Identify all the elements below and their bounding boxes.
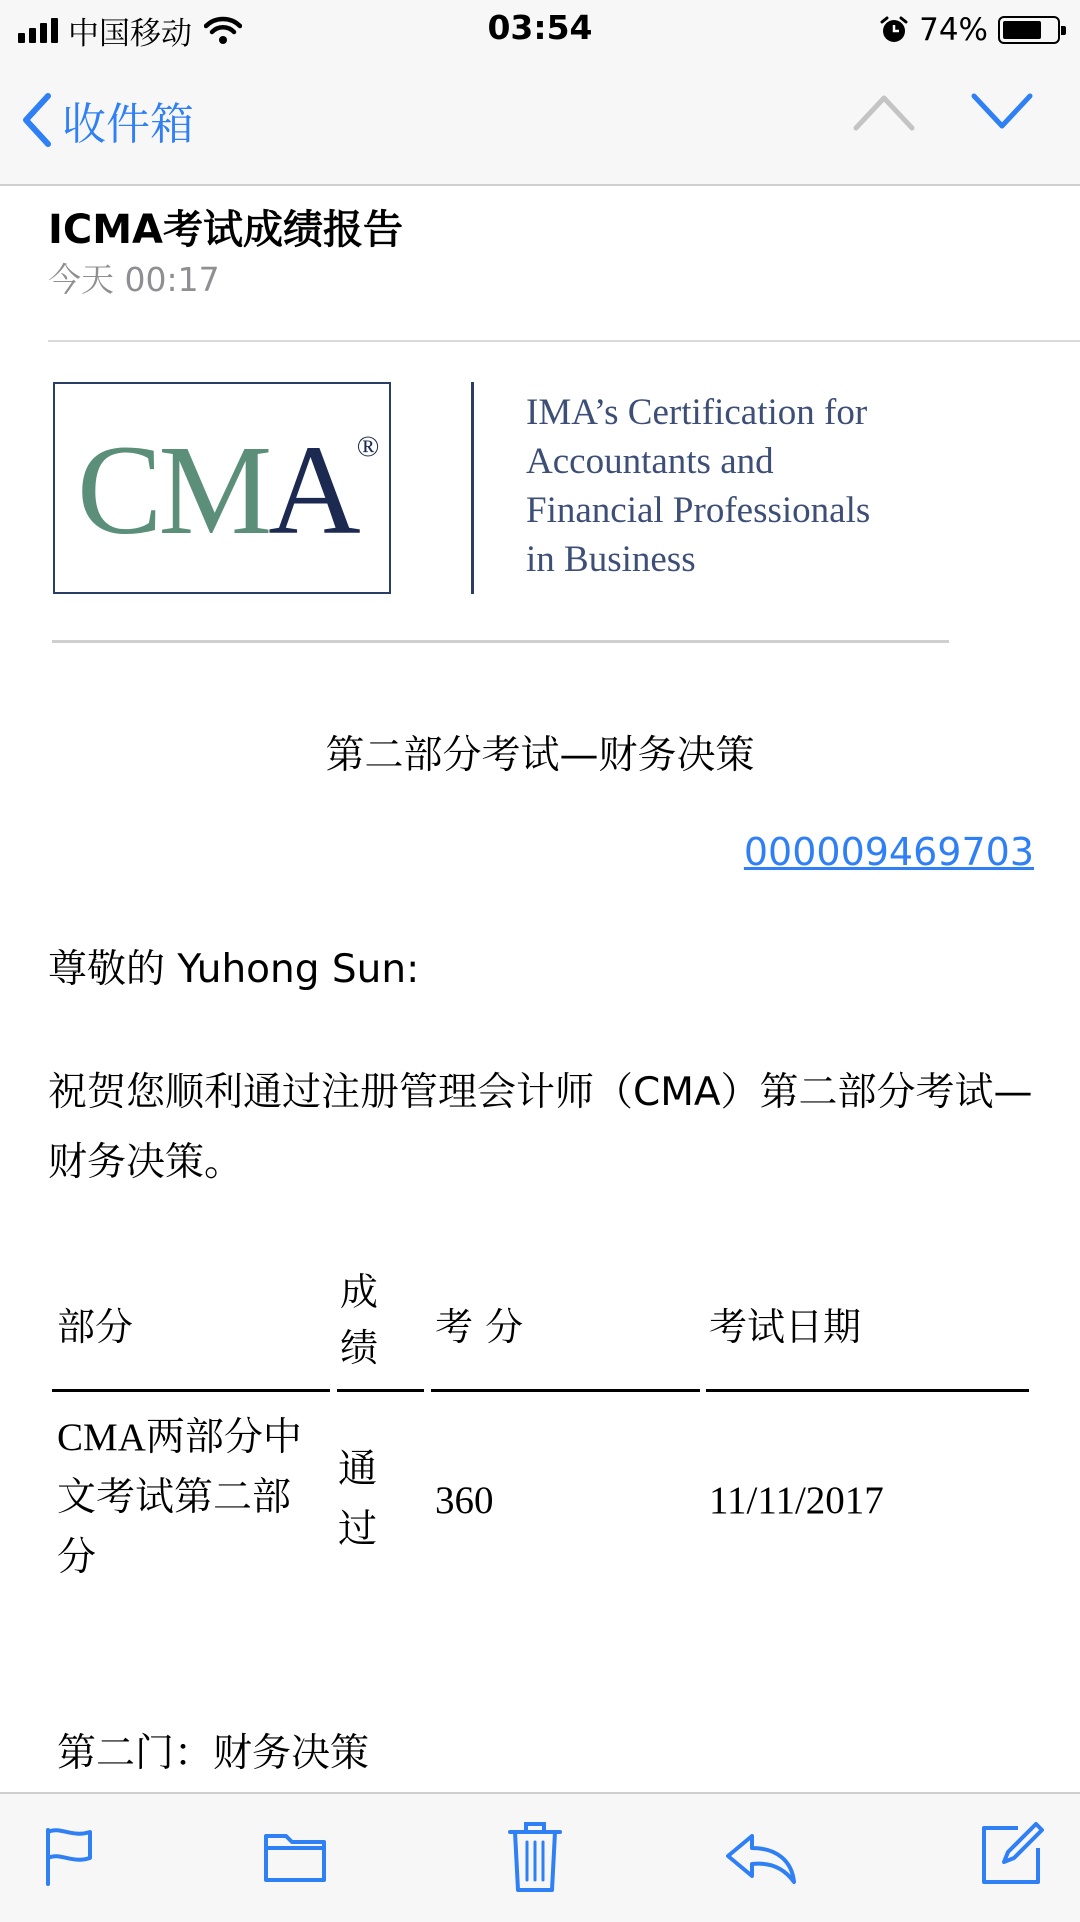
flag-icon[interactable] (42, 1824, 98, 1888)
table-cell-part: CMA两部分中文考试第二部分 (57, 1416, 302, 1579)
chevron-down-icon[interactable] (970, 92, 1034, 132)
folder-icon[interactable] (262, 1824, 328, 1888)
greeting: 尊敬的 Yuhong Sun: (48, 947, 420, 992)
cma-logo (53, 382, 391, 594)
email-subject: ICMA考试成绩报告 (48, 207, 403, 253)
trash-icon[interactable] (506, 1818, 564, 1894)
status-bar (0, 0, 1080, 60)
compose-icon[interactable] (978, 1818, 1048, 1888)
table-rule (431, 1389, 700, 1392)
table-rule (706, 1389, 1029, 1392)
table-rule (52, 1389, 330, 1392)
table-header-date: 考试日期 (709, 1305, 862, 1349)
chevron-up-icon[interactable] (852, 92, 916, 132)
table-rule (337, 1389, 424, 1392)
carrier-name: 中国移动 (68, 15, 192, 52)
table-header-part: 部分 (57, 1305, 134, 1349)
section-heading: 第二门：财务决策 (57, 1731, 370, 1776)
bottom-toolbar (0, 1792, 1080, 1922)
candidate-id-link[interactable]: 000009469703 (743, 830, 1034, 874)
status-time: 03:54 (487, 8, 593, 47)
chevron-left-icon (20, 92, 54, 148)
battery-percent: 74% (919, 12, 988, 48)
reply-icon[interactable] (722, 1830, 800, 1886)
battery-icon (998, 16, 1060, 44)
nav-bar (0, 60, 1080, 186)
table-cell-score: 360 (435, 1479, 494, 1522)
table-header-score: 考 分 (435, 1305, 524, 1349)
alarm-icon (879, 15, 909, 45)
back-label: 收件箱 (62, 99, 194, 150)
table-cell-date: 11/11/2017 (709, 1479, 884, 1522)
table-cell-result: 通过 (338, 1447, 378, 1552)
congrats-message: 祝贺您顺利通过注册管理会计师（CMA）第二部分考试—财务决策。 (48, 1070, 1033, 1185)
back-button[interactable] (20, 88, 194, 152)
logo-text: CMA® (77, 419, 380, 561)
header-divider (48, 340, 1080, 342)
logo-divider (52, 640, 949, 643)
email-date: 今天 00:17 (48, 260, 220, 299)
logo-tagline: IMA’s Certification for Accountants and Financial Professionals in Business (526, 392, 871, 580)
exam-title: 第二部分考试—财务决策 (325, 733, 755, 778)
table-header-result: 成绩 (340, 1270, 379, 1370)
logo-divider-vertical (471, 382, 474, 594)
